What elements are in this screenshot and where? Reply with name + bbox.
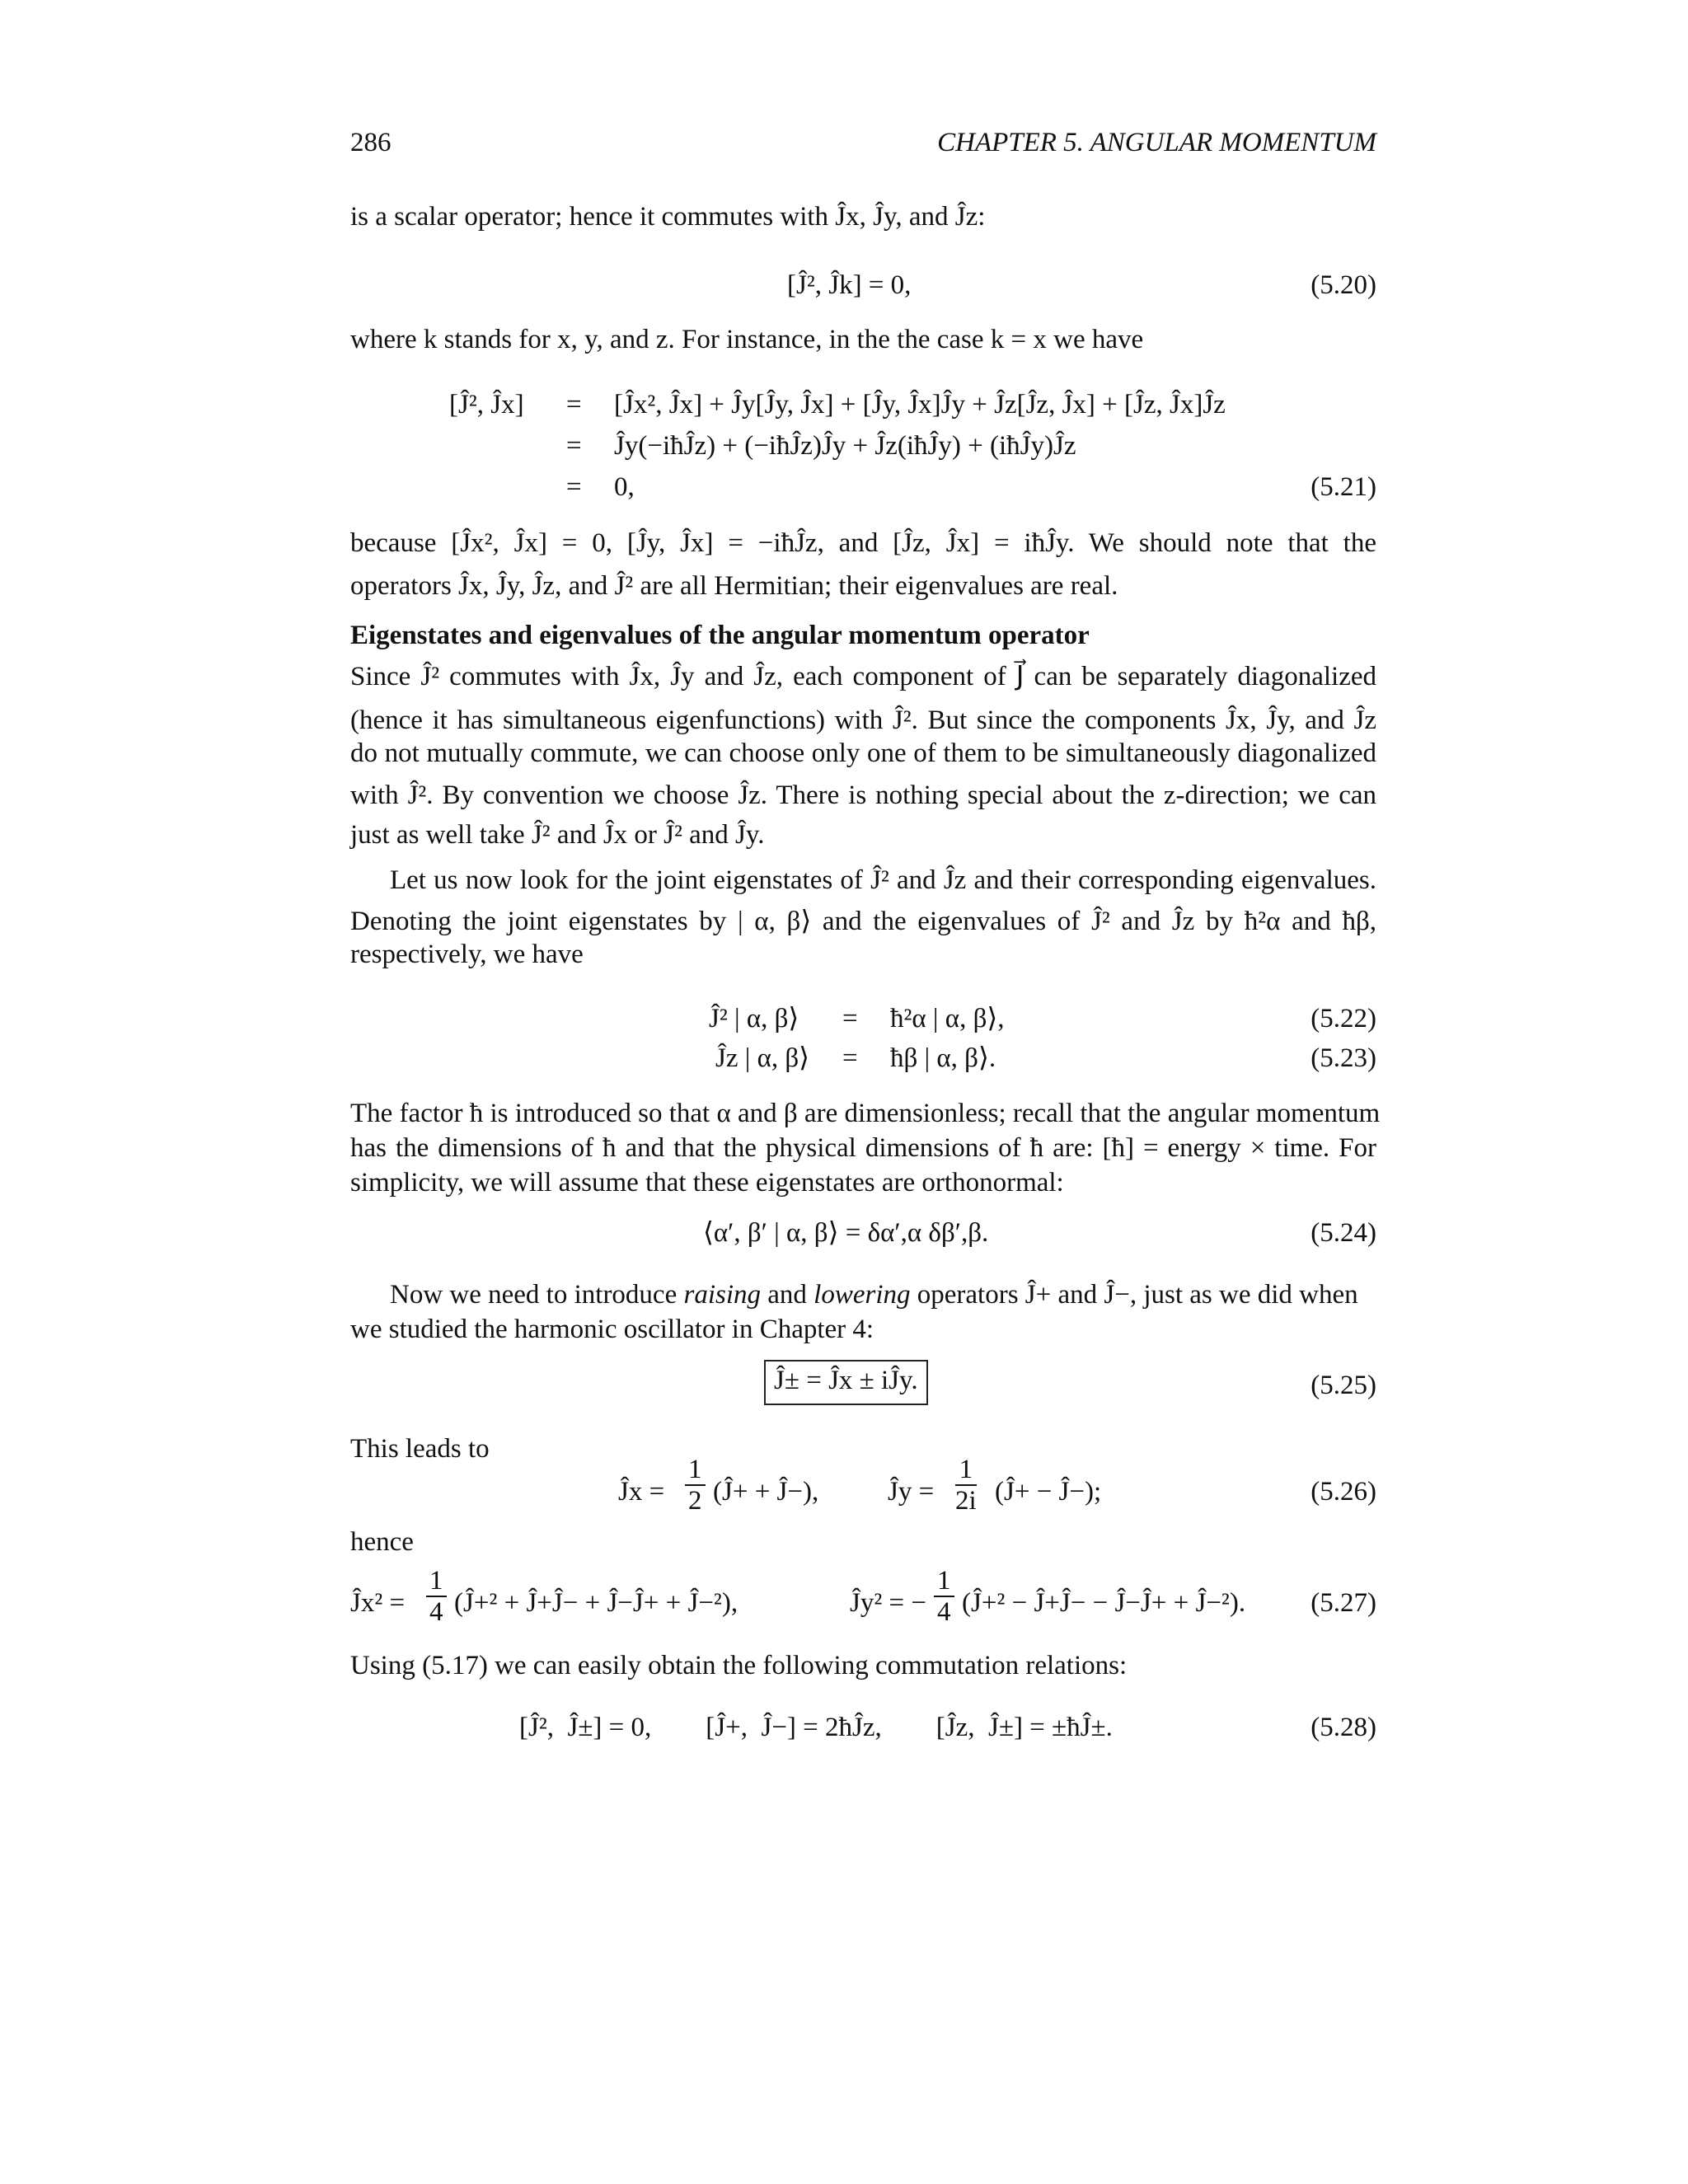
equation-rhs: (Ĵ+² + Ĵ+Ĵ− + Ĵ−Ĵ+ + Ĵ−²), <box>454 1588 738 1618</box>
equals-sign: = <box>842 1004 858 1033</box>
equation-body: [Ĵ², Ĵk] = 0, <box>787 270 912 300</box>
numerator: 1 <box>955 1455 977 1486</box>
equation-lhs: Ĵx² = <box>350 1588 406 1618</box>
text-line: we studied the harmonic oscillator in Chapter 4: <box>350 1315 874 1344</box>
denominator: 4 <box>429 1597 443 1628</box>
section-heading: Eigenstates and eigenvalues of the angular momentum operator <box>350 621 1090 650</box>
text-line: Since Ĵ² commutes with Ĵx, Ĵy and Ĵz, each component of J⃗ can be separately diagonalized <box>350 662 1376 691</box>
fraction <box>424 1566 448 1628</box>
text-run: operators Ĵ+ and Ĵ−, just as we did when <box>910 1280 1358 1310</box>
emphasis-raising: raising <box>683 1280 762 1310</box>
equals-sign: = <box>566 431 582 461</box>
page-number: 286 <box>350 128 392 157</box>
equation-5-27 <box>350 1566 1376 1640</box>
fraction <box>683 1455 707 1516</box>
equation-rhs: [Ĵx², Ĵx] + Ĵy[Ĵy, Ĵx] + [Ĵy, Ĵx]Ĵy + Ĵz[Ĵz, Ĵx] + [Ĵz, Ĵx]Ĵz <box>614 390 1226 419</box>
equation-lhs: Ĵz | α, β⟩ <box>715 1043 810 1073</box>
equation-number: (5.25) <box>1311 1371 1376 1400</box>
numerator: 1 <box>426 1566 447 1597</box>
text-line: do not mutually commute, we can choose only one of them to be simultaneously diagonalized <box>350 738 1376 768</box>
equals-sign: = <box>566 390 582 419</box>
equals-sign: = <box>566 472 582 502</box>
equation-rhs: (Ĵ+ − Ĵ−); <box>995 1477 1102 1507</box>
text-line: operators Ĵx, Ĵy, Ĵz, and Ĵ² are all Hermitian; their eigenvalues are real. <box>350 571 1118 601</box>
equation-lhs: Ĵy = <box>888 1477 935 1507</box>
chapter-title: CHAPTER 5. ANGULAR MOMENTUM <box>937 128 1376 157</box>
running-header <box>350 125 1376 162</box>
equation-number: (5.28) <box>1311 1713 1376 1742</box>
equation-number: (5.26) <box>1311 1477 1376 1507</box>
equation-body: [Ĵ², Ĵ±] = 0, [Ĵ+, Ĵ−] = 2ħĴz, [Ĵz, Ĵ±] = ±ħĴ±. <box>519 1713 1113 1742</box>
equation-rhs: ħβ | α, β⟩. <box>890 1043 996 1073</box>
numerator: 1 <box>685 1455 706 1486</box>
equation-number: (5.23) <box>1311 1043 1376 1073</box>
text-line: Let us now look for the joint eigenstates of Ĵ² and Ĵz and their corresponding eigenvalues. <box>390 865 1376 895</box>
text-line: hence <box>350 1527 414 1557</box>
equation-rhs: 0, <box>614 472 635 502</box>
equals-sign: = <box>842 1043 858 1073</box>
numerator: 1 <box>934 1566 954 1597</box>
equation-rhs: ħ²α | α, β⟩, <box>890 1004 1005 1033</box>
equation-number: (5.20) <box>1311 270 1376 300</box>
equation-number: (5.24) <box>1311 1218 1376 1248</box>
text-line: is a scalar operator; hence it commutes with Ĵx, Ĵy, and Ĵz: <box>350 202 986 232</box>
fraction <box>932 1566 956 1628</box>
equation-5-26 <box>350 1455 1376 1529</box>
text-line: simplicity, we will assume that these eigenstates are orthonormal: <box>350 1168 1064 1197</box>
text-line: Using (5.17) we can easily obtain the following commutation relations: <box>350 1651 1128 1680</box>
equation-number: (5.21) <box>1311 472 1376 502</box>
text-line: (hence it has simultaneous eigenfunctions) with Ĵ². But since the components Ĵx, Ĵy, and Ĵz <box>350 705 1376 735</box>
text-line: Denoting the joint eigenstates by | α, β⟩ and the eigenvalues of Ĵ² and Ĵz by ħ²α and ħβ, <box>350 907 1376 936</box>
page-content <box>350 0 1381 2184</box>
equation-rhs: (Ĵ+ + Ĵ−), <box>713 1477 819 1507</box>
equation-number: (5.22) <box>1311 1004 1376 1033</box>
denominator: 4 <box>937 1597 951 1628</box>
text-line: respectively, we have <box>350 940 584 969</box>
text-line: because [Ĵx², Ĵx] = 0, [Ĵy, Ĵx] = −iħĴz, and [Ĵz, Ĵx] = iħĴy. We should note that the <box>350 528 1376 558</box>
text-line: has the dimensions of ħ and that the physical dimensions of ħ are: [ħ] = energy × time. For <box>350 1133 1376 1163</box>
text-line <box>390 1277 1376 1313</box>
equation-lhs: Ĵx = <box>618 1477 665 1507</box>
text-run: and <box>761 1280 814 1310</box>
equation-body: ⟨α′, β′ | α, β⟩ = δα′,α δβ′,β. <box>703 1218 989 1248</box>
text-line: where k stands for x, y, and z. For instance, in the the case k = x we have <box>350 325 1144 354</box>
denominator: 2i <box>955 1486 977 1516</box>
text-run: Now we need to introduce <box>390 1280 684 1310</box>
equation-lhs: Ĵ² | α, β⟩ <box>709 1004 799 1033</box>
equation-lhs: [Ĵ², Ĵx] <box>449 390 524 419</box>
boxed-equation: Ĵ± = Ĵx ± iĴy. <box>764 1360 928 1405</box>
equation-number: (5.27) <box>1311 1588 1376 1618</box>
text-line: with Ĵ². By convention we choose Ĵz. There is nothing special about the z-direction; we can <box>350 780 1376 810</box>
equation-rhs: Ĵy(−iħĴz) + (−iħĴz)Ĵy + Ĵz(iħĴy) + (iħĴy)Ĵz <box>614 431 1076 461</box>
equation-rhs: (Ĵ+² − Ĵ+Ĵ− − Ĵ−Ĵ+ + Ĵ−²). <box>962 1588 1246 1618</box>
text-line: This leads to <box>350 1434 490 1464</box>
equation-lhs: Ĵy² = − <box>850 1588 926 1618</box>
fraction <box>954 1455 978 1516</box>
text-line: just as well take Ĵ² and Ĵx or Ĵ² and Ĵy. <box>350 820 765 850</box>
denominator: 2 <box>688 1486 702 1516</box>
emphasis-lowering: lowering <box>814 1280 911 1310</box>
text-line: The factor ħ is introduced so that α and β are dimensionless; recall that the angular momentum <box>350 1099 1381 1128</box>
